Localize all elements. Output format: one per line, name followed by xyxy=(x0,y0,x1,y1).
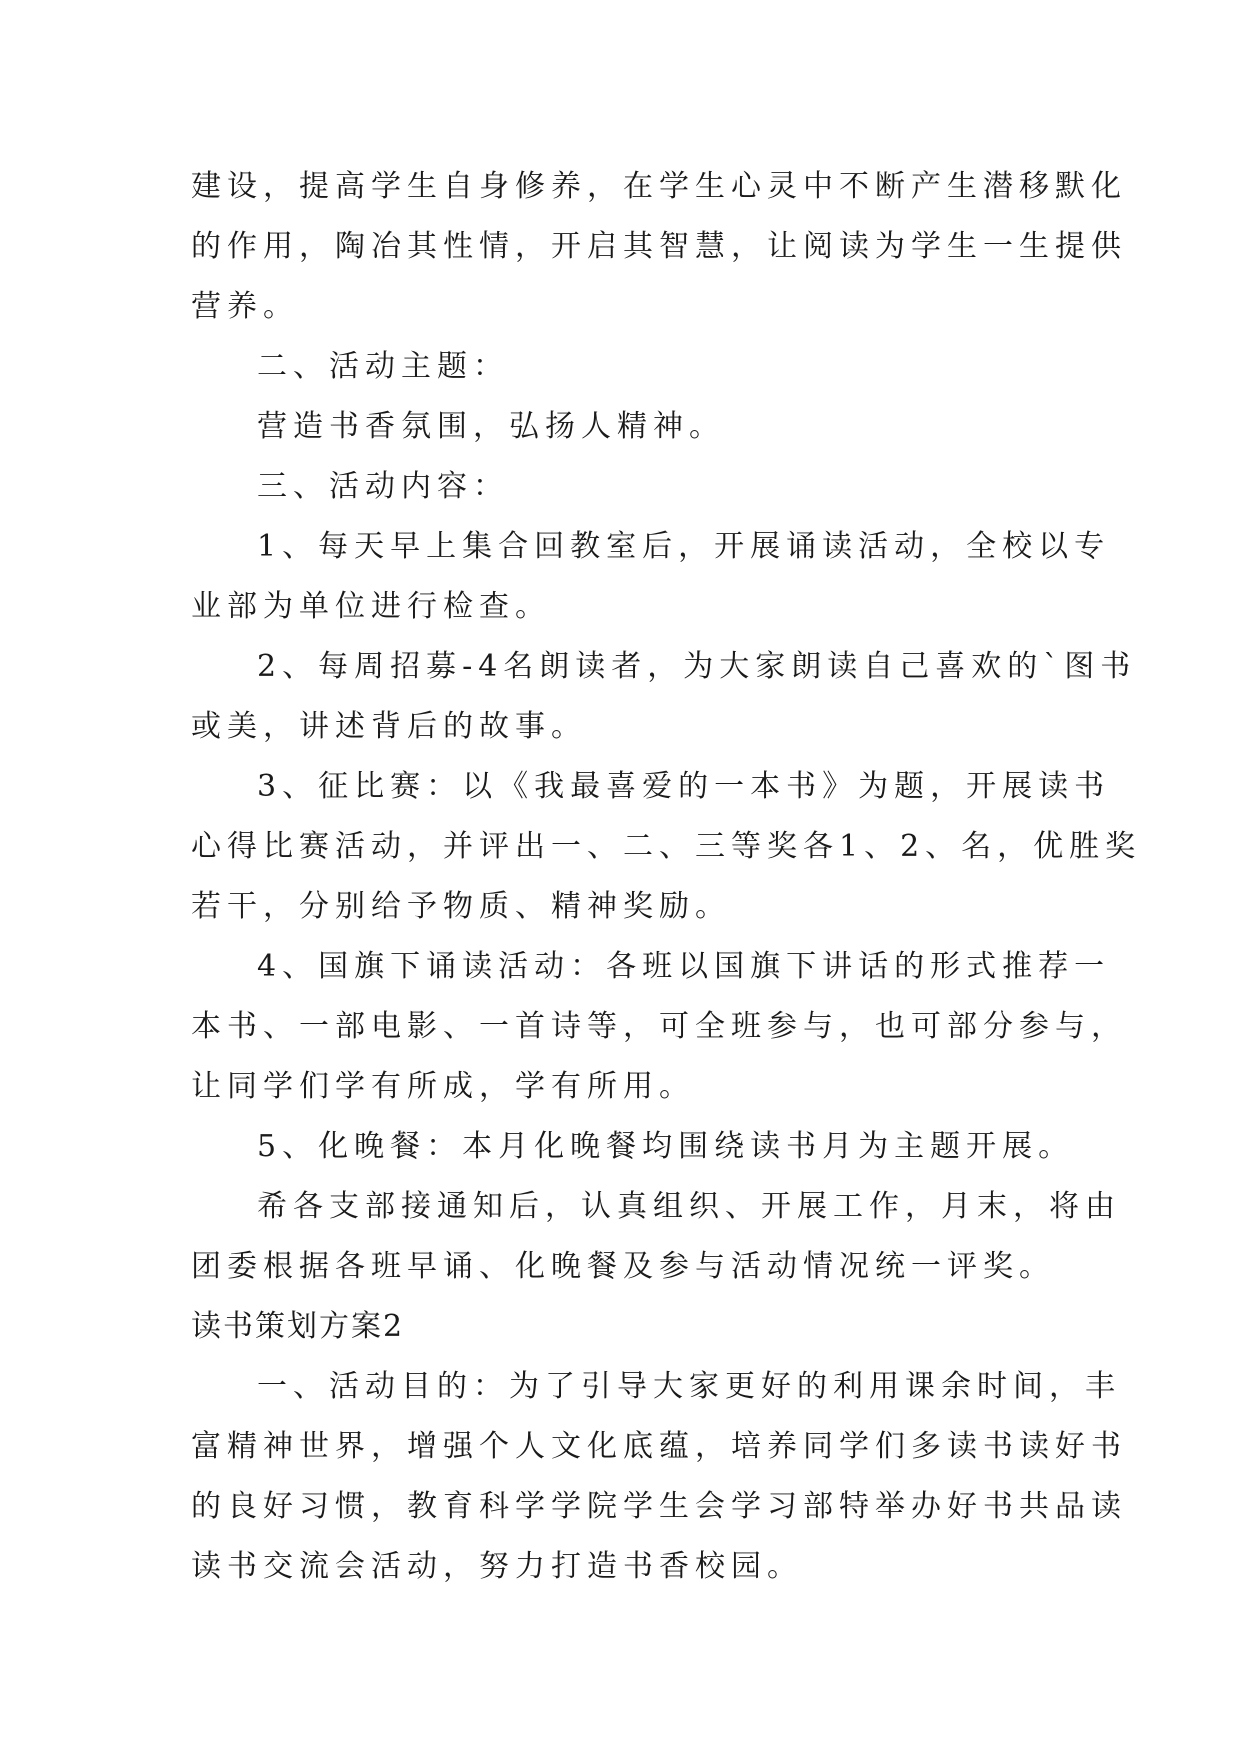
document-subtitle: 读书策划方案2 xyxy=(191,1309,405,1344)
list-item-4: 4、国旗下诵读活动：各班以国旗下讲话的形式推荐一 xyxy=(257,949,1111,984)
paragraph-line: 本书、一部电影、一首诗等，可全班参与，也可部分参与， xyxy=(191,1009,1127,1044)
paragraph-line: 读书交流会活动，努力打造书香校园。 xyxy=(191,1549,803,1584)
paragraph-line: 若干，分别给予物质、精神奖励。 xyxy=(191,889,731,924)
list-item-3: 3、征比赛：以《我最喜爱的一本书》为题，开展读书 xyxy=(257,769,1111,804)
paragraph-line: 业部为单位进行检查。 xyxy=(191,589,551,624)
paragraph-line: 或美，讲述背后的故事。 xyxy=(191,709,587,744)
list-item-5: 5、化晚餐：本月化晚餐均围绕读书月为主题开展。 xyxy=(257,1129,1075,1164)
section-heading-theme: 二、活动主题： xyxy=(257,349,509,384)
list-item-2: 2、每周招募-4名朗读者，为大家朗读自己喜欢的`图书 xyxy=(257,649,1137,684)
section-heading-purpose: 一、活动目的：为了引导大家更好的利用课余时间，丰 xyxy=(257,1369,1121,1404)
document-body xyxy=(191,157,1142,1597)
paragraph-line: 希各支部接通知后，认真组织、开展工作，月末，将由 xyxy=(257,1189,1121,1224)
paragraph-line: 营造书香氛围，弘扬人精神。 xyxy=(257,409,725,444)
paragraph-line: 富精神世界，增强个人文化底蕴，培养同学们多读书读好书 xyxy=(191,1429,1127,1464)
paragraph-line: 让同学们学有所成，学有所用。 xyxy=(191,1069,695,1104)
paragraph-line: 心得比赛活动，并评出一、二、三等奖各1、2、名，优胜奖 xyxy=(191,829,1142,864)
paragraph-line: 团委根据各班早诵、化晚餐及参与活动情况统一评奖。 xyxy=(191,1249,1055,1284)
list-item-1: 1、每天早上集合回教室后，开展诵读活动，全校以专 xyxy=(257,529,1111,564)
paragraph-line: 建设，提高学生自身修养，在学生心灵中不断产生潜移默化 xyxy=(191,169,1127,204)
paragraph-line: 的良好习惯，教育科学学院学生会学习部特举办好书共品读 xyxy=(191,1489,1127,1524)
paragraph-line: 的作用，陶冶其性情，开启其智慧，让阅读为学生一生提供 xyxy=(191,229,1127,264)
paragraph-line: 营养。 xyxy=(191,289,299,324)
section-heading-content: 三、活动内容： xyxy=(257,469,509,504)
